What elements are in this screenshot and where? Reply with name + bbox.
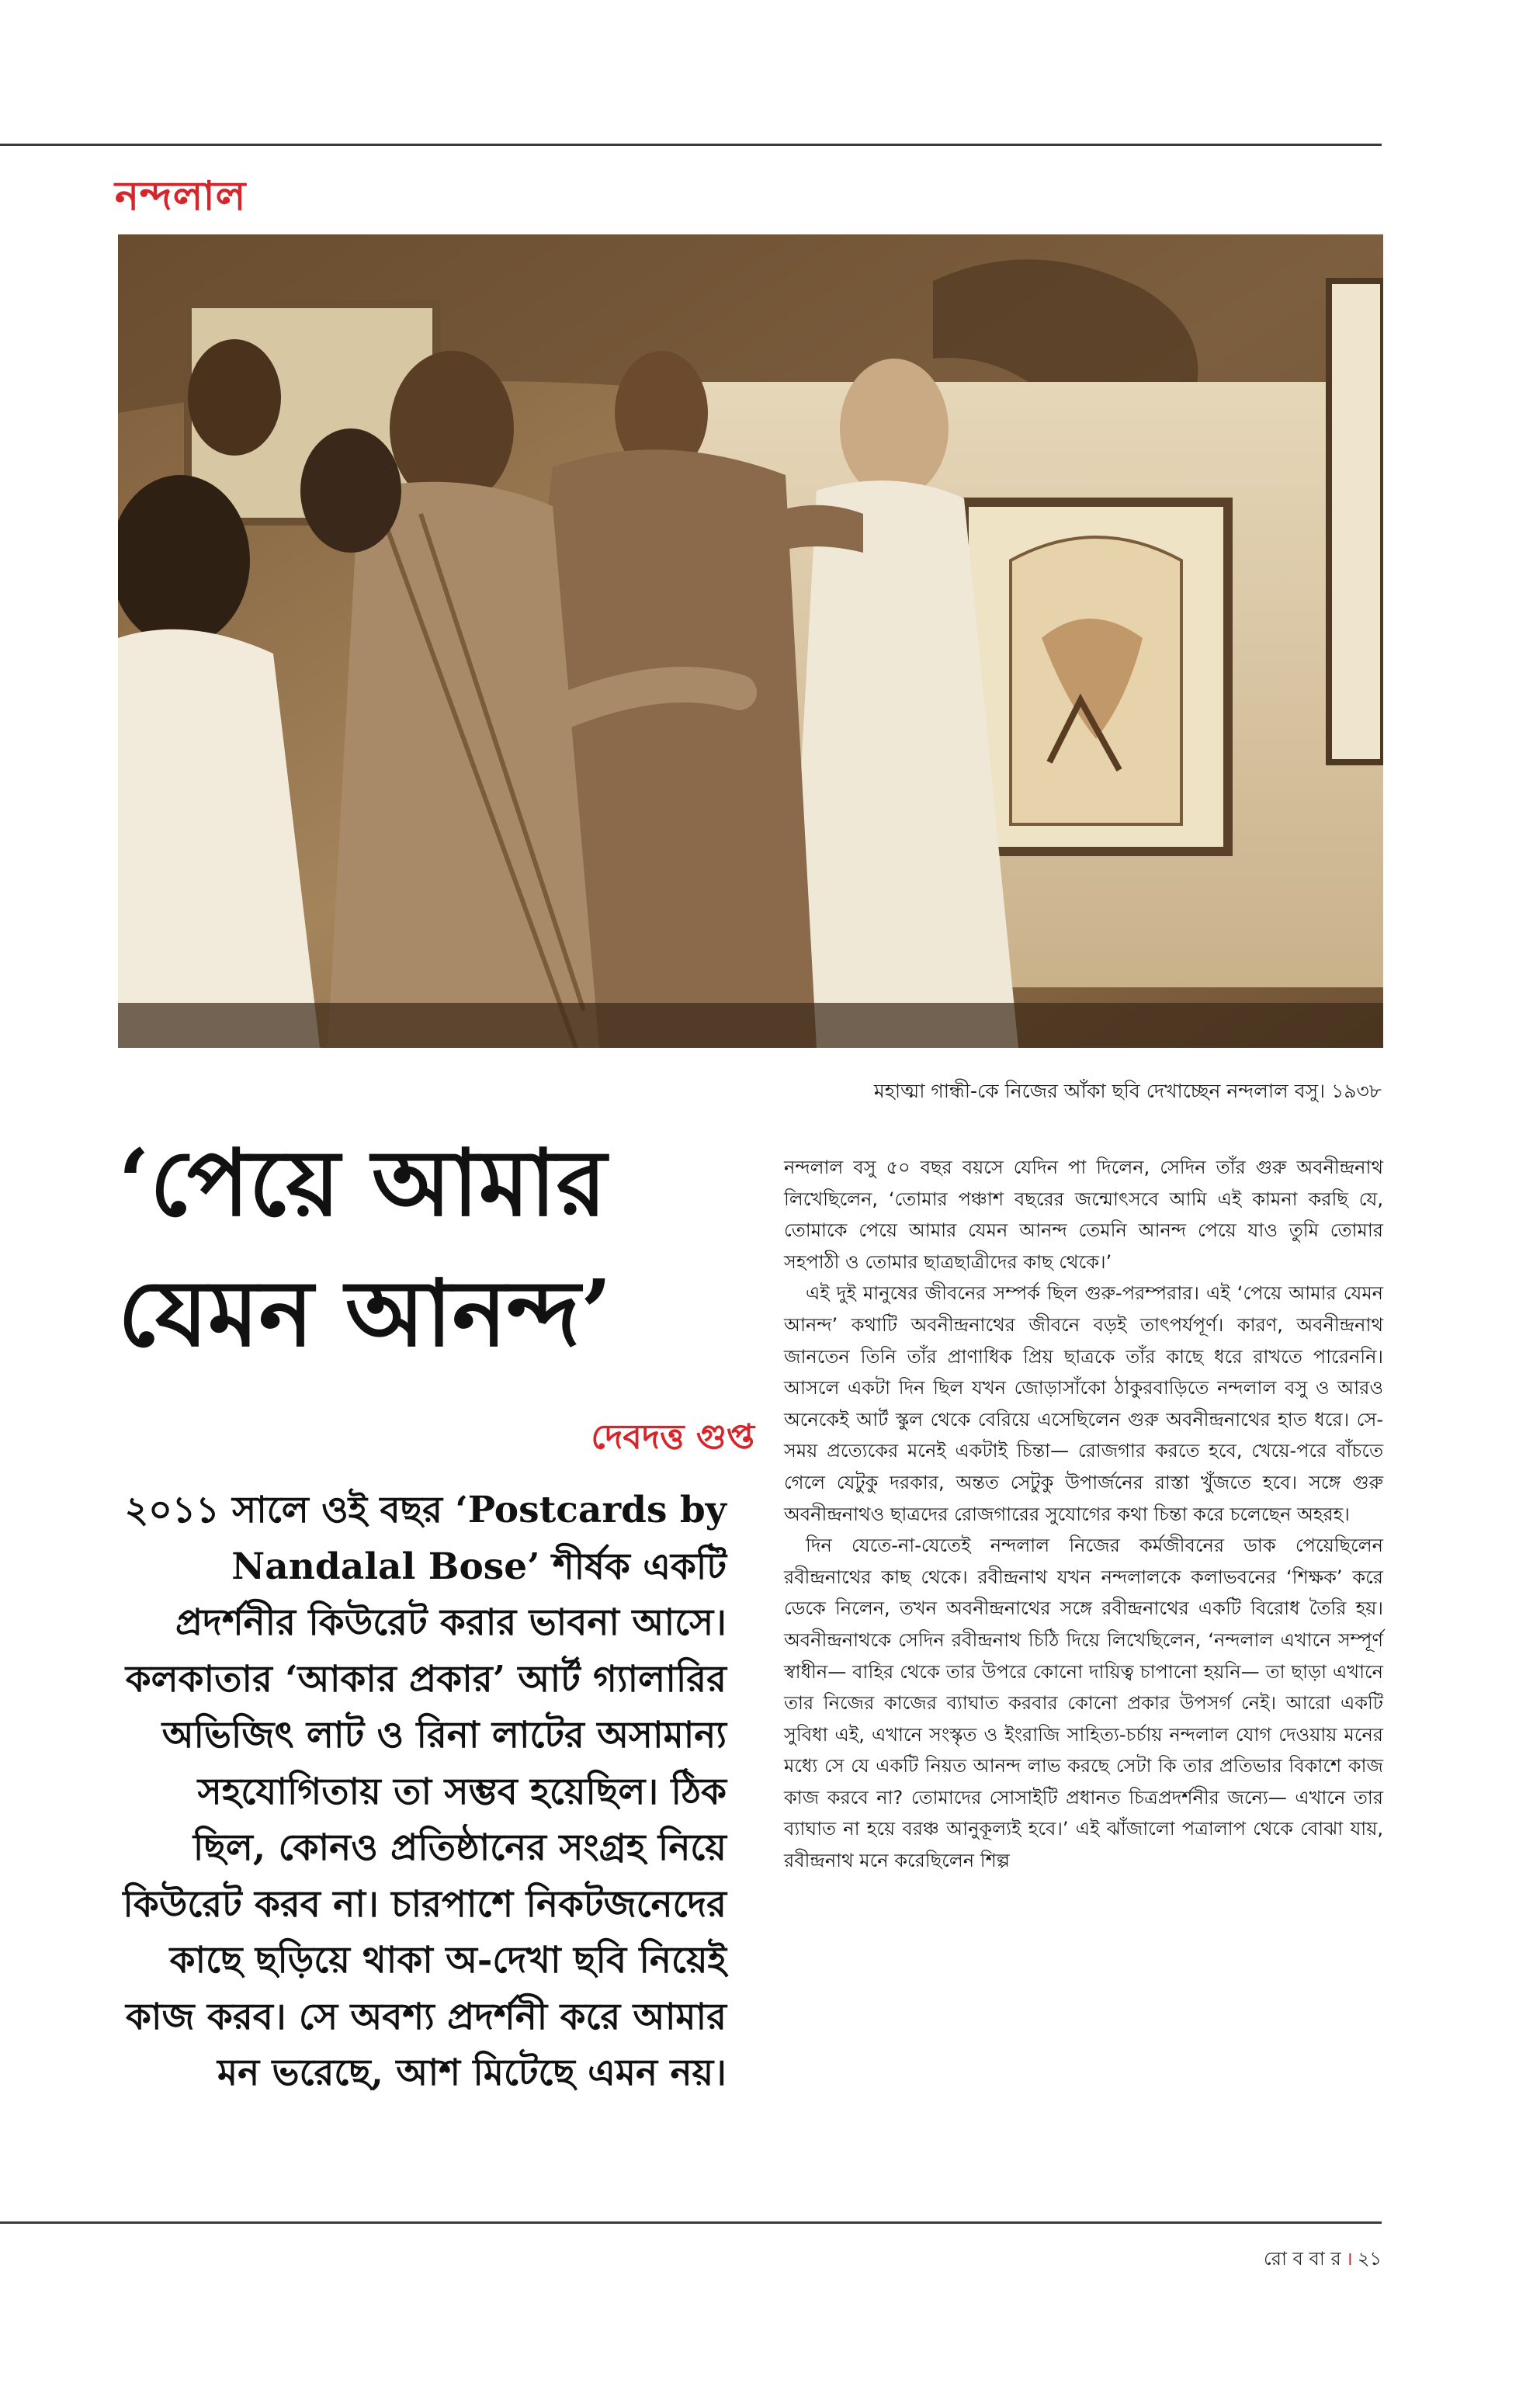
author-byline: দেবদত্ত গুপ্ত xyxy=(591,1417,754,1457)
top-rule xyxy=(0,144,1382,146)
headline-line-2: যেমন আনন্দ’ xyxy=(118,1259,612,1367)
body-paragraph-3: দিন যেতে-না-যেতেই নন্দলাল নিজের কর্মজীবনের ডাক পেয়েছিলেন রবীন্দ্রনাথের কাছ থেকে। রবীন্দ্রনাথ যখন নন্দলালকে কলাভবনের ‘শিক্ষক’ করে ডেকে নিলেন, তখন অবনীন্দ্রনাথের সঙ্গে রবীন্দ্রনাথের একটি বিরোধ তৈরি হয়। অবনীন্দ্রনাথকে সেদিন রবীন্দ্রনাথ চিঠি দিয়ে লিখেছিলেন, ‘নন্দলাল এখানে সম্পূর্ণ স্বাধীন— বাহির থেকে তার উপরে কোনো দায়িত্ব চাপানো হয়নি— তা ছাড়া এখানে তার নিজের কাজের ব্যাঘাত করবার কোনো প্রকার উপসর্গ নেই। আরো একটি সুবিধা এই, এখানে সংস্কৃত ও ইংরাজি সাহিত্য-চর্চায় নন্দলাল যোগ দেওয়ায় মনের মধ্যে সে যে একটি নিয়ত আনন্দ লাভ করছে সেটা কি তার প্রতিভার বিকাশে কাজ কাজ করবে না? তোমাদের সোসাইটি প্রধানত চিত্রপ্রদর্শনীর জন্যে— এখানে তার ব্যাঘাত না হয়ে বরঞ্চ আনুকূল্যই হবে।’ এই ঝাঁজালো পত্রালাপ থেকে বোঝা যায়, রবীন্দ্রনাথ মনে করেছিলেন শিল্প xyxy=(784,1535,1383,1872)
headline-line-1: ‘পেয়ে আমার xyxy=(118,1129,607,1236)
publication-name: রো ব বা র xyxy=(1264,2248,1341,2270)
article-intro: ২০১১ সালে ওই বছর ‘Postcards by Nandalal Bose’ শীর্ষক একটি প্রদর্শনীর কিউরেট করার ভাবনা আসে। কলকাতার ‘আকার প্রকার’ আর্ট গ্যালারির অভিজিৎ লাট ও রিনা লাটের অসামান্য সহযোগিতায় তা সম্ভব হয়েছিল। ঠিক ছিল, কোনও প্রতিষ্ঠানের সংগ্রহ নিয়ে কিউরেট করব না। চারপাশে নিকটজনেদের কাছে ছড়িয়ে থাকা অ-দেখা ছবি নিয়েই কাজ করব। সে অবশ্য প্রদর্শনী করে আমার মন ভরেছে, আশ মিটেছে এমন নয়। xyxy=(123,1489,727,2094)
bottom-rule xyxy=(0,2221,1382,2224)
body-paragraph-1: নন্দলাল বসু ৫০ বছর বয়সে যেদিন পা দিলেন, সেদিন তাঁর গুরু অবনীন্দ্রনাথ লিখেছিলেন, ‘তোমার পঞ্চাশ বছরের জন্মোৎসবে আমি এই কামনা করছি যে, তোমাকে পেয়ে আমার যেমন আনন্দ তেমনি আনন্দ পেয়ে যাও তুমি তোমার সহপাঠী ও তোমার ছাত্রছাত্রীদের কাছ থেকে।’ xyxy=(784,1157,1383,1273)
photo-caption: মহাত্মা গান্ধী-কে নিজের আঁকা ছবি দেখাচ্ছেন নন্দলাল বসু। ১৯৩৮ xyxy=(873,1080,1382,1102)
footer-separator: । xyxy=(1345,2248,1353,2270)
page-footer xyxy=(1264,2245,1382,2276)
article-headline xyxy=(118,1118,754,1379)
page-number: ২১ xyxy=(1357,2248,1382,2270)
section-label: নন্দলাল xyxy=(115,172,247,220)
body-paragraph-2: এই দুই মানুষের জীবনের সম্পর্ক ছিল গুরু-পরম্পরার। এই ‘পেয়ে আমার যেমন আনন্দ’ কথাটি অবনীন্দ্রনাথের জীবনে বড়ই তাৎপর্যপূর্ণ। কারণ, অবনীন্দ্রনাথ জানতেন তিনি তাঁর প্রাণাধিক প্রিয় ছাত্রকে তাঁর কাছে ধরে রাখতে পারেননি। আসলে একটা দিন ছিল যখন জোড়াসাঁকো ঠাকুরবাড়িতে নন্দলাল বসু ও আরও অনেকেই আর্ট স্কুল থেকে বেরিয়ে এসেছিলেন গুরু অবনীন্দ্রনাথের হাত ধরে। সে-সময় প্রত্যেকের মনেই একটাই চিন্তা— রোজগার করতে হবে, খেয়ে-পরে বাঁচতে গেলে যেটুকু দরকার, অন্তত সেটুকু উপার্জনের রাস্তা খুঁজতে হবে। সঙ্গে গুরু অবনীন্দ্রনাথও ছাত্রদের রোজগারের সুযোগের কথা চিন্তা করে চলেছেন অহরহ। xyxy=(784,1282,1383,1525)
gandhi-nandalal-photo xyxy=(118,234,1383,1048)
article-body xyxy=(784,1152,1383,1877)
article-photo xyxy=(118,234,1383,1048)
